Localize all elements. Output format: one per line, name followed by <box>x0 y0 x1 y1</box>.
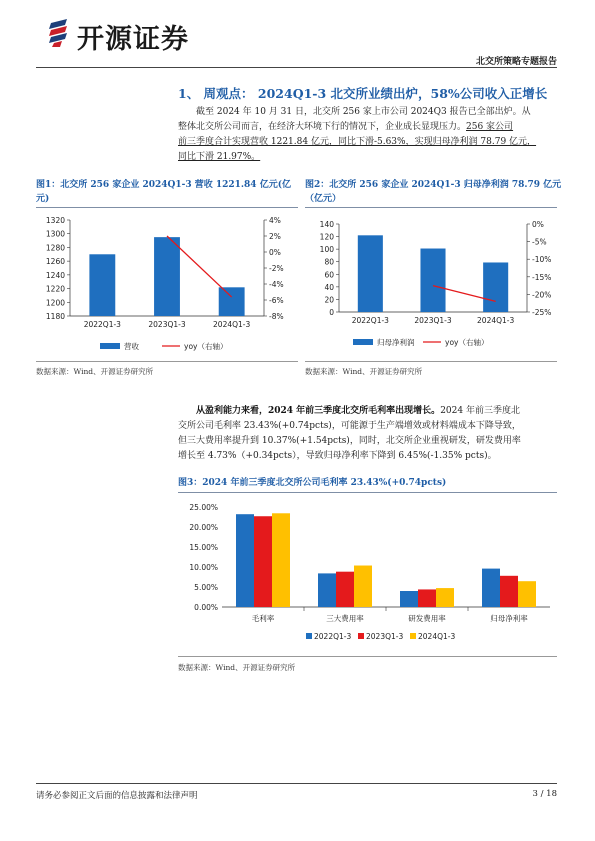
logo-mark-icon <box>48 19 72 47</box>
paragraph-1-line: 同比下滑 21.97%。 <box>178 152 261 162</box>
bar <box>254 516 272 607</box>
page-number: 3 / 18 <box>532 789 557 799</box>
y-tick-label: 100 <box>319 245 334 255</box>
y-tick-label: 1220 <box>45 284 65 294</box>
y-tick-label: 1240 <box>45 270 65 280</box>
bar <box>318 573 336 607</box>
y-tick-label: 5.00% <box>194 583 218 592</box>
figure-3-source: 数据来源：Wind、开源证券研究所 <box>178 663 296 672</box>
x-tick-label: 三大费用率 <box>326 614 364 623</box>
x-tick-label: 研发费用率 <box>408 614 446 623</box>
bar <box>436 588 454 607</box>
y-tick-label: 20.00% <box>189 523 218 532</box>
bar <box>482 569 500 607</box>
figure-1-caption-rule <box>36 207 298 208</box>
report-type: 北交所策略专题报告 <box>475 57 557 67</box>
y-tick-label: 1180 <box>45 312 65 321</box>
y-right-tick-label: -15% <box>532 272 552 282</box>
x-tick-label: 毛利率 <box>251 614 275 623</box>
y-right-tick-label: -2% <box>269 264 284 273</box>
figure-3-chart <box>178 497 558 652</box>
bar <box>236 514 254 607</box>
bar <box>354 566 372 607</box>
paragraph-1-line: 前三季度合计实现营收 1221.84 亿元，同比下滑-5.63%，实现归母净利润 78.79 亿元， <box>178 137 537 147</box>
paragraph-1 <box>178 105 559 165</box>
figure-1-bottom-rule <box>36 361 298 362</box>
bar <box>154 237 180 316</box>
y-tick-label: 1280 <box>45 243 65 253</box>
bar <box>483 262 508 312</box>
y-right-tick-label: 4% <box>269 216 281 225</box>
legend-label: 2023Q1-3 <box>366 632 404 641</box>
y-tick-label: 1300 <box>45 229 65 239</box>
y-tick-label: 40 <box>324 282 334 292</box>
legend-label: 营收 <box>124 342 139 351</box>
bar <box>420 249 445 312</box>
y-tick-label: 25.00% <box>189 503 218 512</box>
y-tick-label: 20 <box>324 295 334 305</box>
legend-swatch-bar <box>353 339 373 345</box>
y-right-tick-label: -20% <box>532 290 552 300</box>
y-tick-label: 0 <box>329 308 334 317</box>
y-right-tick-label: 0% <box>269 248 281 257</box>
y-tick-label: 1200 <box>45 298 65 308</box>
legend-swatch-bar <box>100 343 120 349</box>
legend-label: 2024Q1-3 <box>418 632 456 641</box>
logo <box>48 19 72 47</box>
x-tick-label: 2023Q1-3 <box>414 316 452 325</box>
y-tick-label: 120 <box>319 232 334 242</box>
y-right-tick-label: -10% <box>532 255 552 265</box>
legend-swatch <box>410 633 416 639</box>
x-tick-label: 2022Q1-3 <box>351 316 389 325</box>
y-tick-label: 140 <box>319 220 334 229</box>
paragraph-1-line: 截至 2024 年 10 月 31 日，北交所 256 家上市公司 2024Q3 报告已全部出炉。从 <box>196 107 531 117</box>
y-right-tick-label: -5% <box>532 237 547 247</box>
x-tick-label: 2022Q1-3 <box>83 320 121 329</box>
y-tick-label: 60 <box>324 270 334 280</box>
y-tick-label: 80 <box>324 257 334 267</box>
figure-2-caption: 图2：北交所 256 家企业 2024Q1-3 归母净利润 78.79 亿元（亿元） <box>305 180 562 204</box>
figure-1-caption: 图1：北交所 256 家企业 2024Q1-3 营收 1221.84 亿元(亿元) <box>36 180 291 204</box>
paragraph-2-line: 但三大费用率提升到 10.37%(+1.54pcts)，同时，北交所企业重视研发，研发费用率 <box>178 436 521 446</box>
figure-2-caption-rule <box>305 207 557 208</box>
paragraph-2-line: 交所公司毛利率 23.43%(+0.74pcts)，可能源于生产端增效或材料端成本下降导致， <box>178 421 521 431</box>
y-tick-label: 1320 <box>45 216 65 225</box>
x-tick-label: 2024Q1-3 <box>477 316 515 325</box>
paragraph-2-line: 增长至 4.73%（+0.34pcts），导致归母净利率下降到 6.45%(-1.35% pcts)。 <box>178 451 497 461</box>
legend-label: 归母净利润 <box>377 338 415 347</box>
bar <box>219 287 245 316</box>
x-tick-label: 2024Q1-3 <box>213 320 251 329</box>
paragraph-2-line: 从盈利能力来看，2024 年前三季度北交所毛利率出现增长。2024 年前三季度北 <box>196 406 520 416</box>
figure-1-chart <box>36 210 298 360</box>
figure-2-source: 数据来源：Wind、开源证券研究所 <box>305 367 423 376</box>
figure-2-chart <box>305 210 561 360</box>
y-right-tick-label: 0% <box>532 220 544 229</box>
paragraph-1-line: 整体北交所公司而言，在经济大环境下行的情况下，企业成长显现压力。256 家公司 <box>178 122 514 132</box>
legend-swatch <box>358 633 364 639</box>
figure-3-caption: 图3：2024 年前三季度北交所公司毛利率 23.43%(+0.74pcts) <box>178 478 447 488</box>
bar <box>89 254 115 316</box>
bar <box>418 589 436 607</box>
y-tick-label: 0.00% <box>194 603 218 612</box>
y-right-tick-label: -4% <box>269 280 284 289</box>
figure-1-source: 数据来源：Wind、开源证券研究所 <box>36 367 154 376</box>
legend-label: yoy（右轴） <box>445 338 489 347</box>
header-rule <box>36 67 557 68</box>
section-title: 1、 周观点： 2024Q1-3 北交所业绩出炉，58%公司收入正增长 <box>178 86 548 101</box>
legend-label: 2022Q1-3 <box>314 632 352 641</box>
y-right-tick-label: -25% <box>532 308 552 317</box>
logo-text: 开源证券 <box>77 24 189 55</box>
bar <box>358 235 383 312</box>
y-tick-label: 1260 <box>45 257 65 267</box>
figure-3-caption-rule <box>178 492 557 493</box>
bar <box>500 576 518 607</box>
paragraph-2 <box>178 404 559 464</box>
legend-label: yoy（右轴） <box>184 342 228 351</box>
x-tick-label: 归母净利率 <box>490 614 528 623</box>
figure-3-bottom-rule <box>178 656 557 657</box>
y-right-tick-label: -8% <box>269 312 284 321</box>
bar <box>336 572 354 607</box>
bar <box>518 581 536 607</box>
x-tick-label: 2023Q1-3 <box>148 320 186 329</box>
y-right-tick-label: -6% <box>269 296 284 305</box>
footer-rule <box>36 783 557 784</box>
y-tick-label: 15.00% <box>189 543 218 552</box>
bar <box>400 591 418 607</box>
legend-swatch <box>306 633 312 639</box>
y-tick-label: 10.00% <box>189 563 218 572</box>
y-right-tick-label: 2% <box>269 232 281 241</box>
bar <box>272 513 290 607</box>
figure-2-bottom-rule <box>305 361 557 362</box>
footer-disclaimer: 请务必参阅正文后面的信息披露和法律声明 <box>36 791 198 801</box>
